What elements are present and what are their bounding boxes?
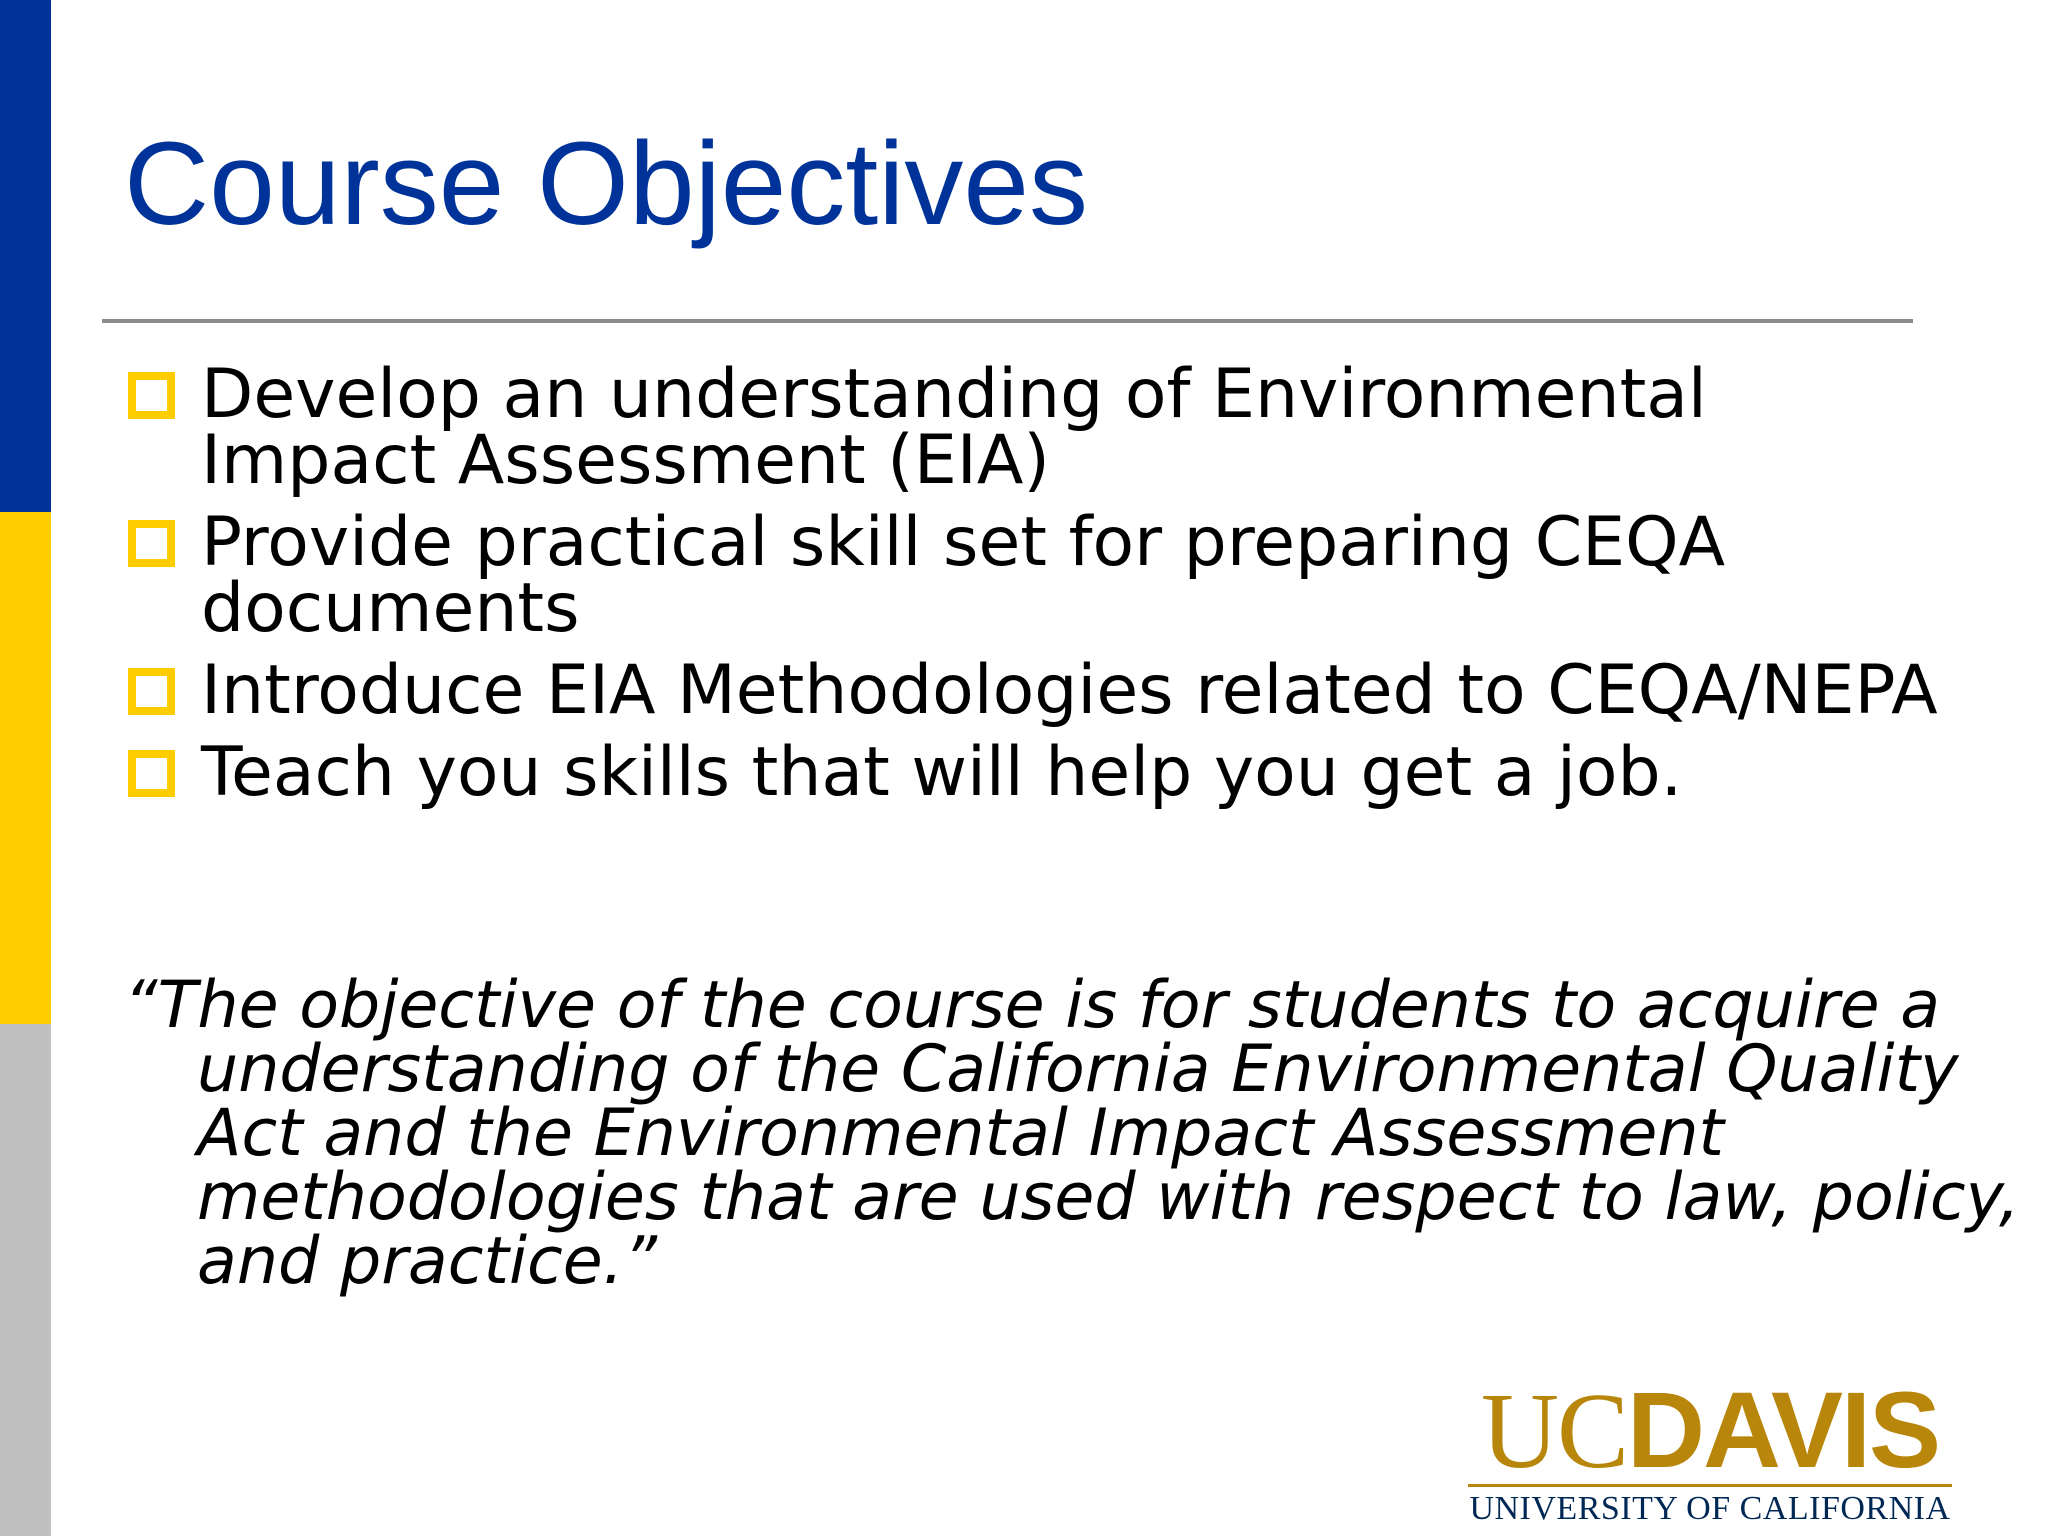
objectives-list (128, 355, 1948, 822)
course-objective-quote: “The objective of the course is for students to acquire a understanding of the California Environmental Quality Act and the Environmental Impact Assessment methodologies that are used with respect to law, policy, and practice.” (124, 968, 2020, 1299)
logo-davis-text: DAVIS (1626, 1369, 1940, 1490)
list-item (128, 733, 1948, 812)
logo-wordmark (1468, 1369, 1952, 1491)
list-item (128, 651, 1948, 730)
slide-title: Course Objectives (124, 118, 1089, 250)
logo-uc-text: UC (1480, 1372, 1627, 1491)
list-item-text: Provide practical skill set for preparing CEQA documents (201, 503, 1726, 648)
uc-davis-logo (1468, 1369, 1952, 1527)
side-bar-gray-segment (0, 1024, 51, 1536)
list-item-text: Develop an understanding of Environmental Impact Assessment (EIA) (201, 355, 1707, 500)
logo-subtitle: UNIVERSITY OF CALIFORNIA (1469, 1490, 1951, 1527)
list-item-text: Introduce EIA Methodologies related to CEQA/NEPA (201, 651, 1938, 730)
hollow-square-bullet-icon (128, 372, 175, 419)
side-bar-blue-segment (0, 0, 51, 512)
list-item (128, 355, 1948, 500)
hollow-square-bullet-icon (128, 668, 175, 715)
hollow-square-bullet-icon (128, 750, 175, 797)
list-item (128, 503, 1948, 648)
list-item-text: Teach you skills that will help you get a job. (201, 733, 1683, 812)
title-divider (102, 319, 1913, 323)
hollow-square-bullet-icon (128, 520, 175, 567)
side-bar-gold-segment (0, 512, 51, 1024)
